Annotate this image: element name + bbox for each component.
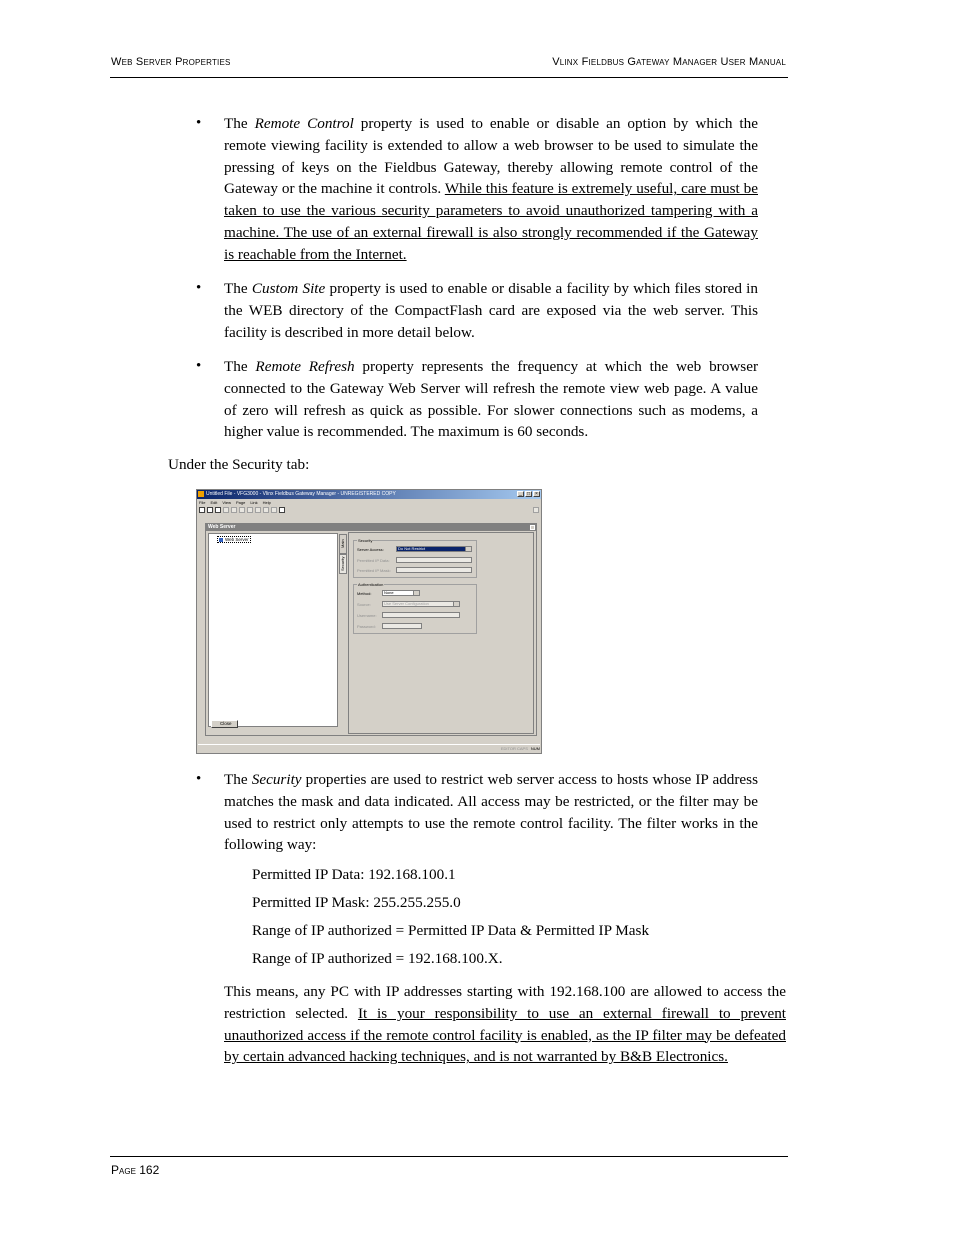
find-icon[interactable]	[271, 507, 277, 513]
security-tab-screenshot	[196, 489, 542, 754]
warning-underlined: While this feature is extremely useful, care must be taken to use the various security parameters to avoid unauthorized tampering with a machine. The use of an external firewall is also strongly recommended if the Gateway is reachable from the Internet.	[224, 180, 758, 263]
new-file-icon[interactable]	[199, 507, 205, 513]
remote-control-paragraph	[224, 113, 758, 266]
window-title: Untitled File - VFG3000 - Vlinx Fieldbus Gateway Manager - UNREGISTERED COPY	[206, 491, 396, 497]
text-run: property is used to enable or disable an option by which the remote viewing facility is extended to allow a web browser to be used to simulate the pressing of keys on the Fieldbus Gateway, thereby allowing remote control of the Gateway or the machine it controls.	[224, 115, 758, 198]
status-bar	[198, 744, 540, 752]
text-run: The	[224, 115, 255, 132]
panel-close-icon[interactable]	[530, 525, 535, 530]
permitted-ip-data-field[interactable]	[396, 557, 472, 563]
permitted-ip-mask-line: Permitted IP Mask: 255.255.255.0	[252, 894, 461, 911]
menu-link[interactable]: Link	[250, 500, 258, 505]
security-tab-content	[348, 532, 534, 734]
web-server-icon	[219, 538, 223, 542]
menu-edit[interactable]: Edit	[210, 500, 218, 505]
cut-icon[interactable]	[223, 507, 229, 513]
username-field[interactable]	[382, 612, 460, 618]
source-value: Use Server Configuration	[384, 601, 429, 606]
permitted-ip-mask-field[interactable]	[396, 567, 472, 573]
paste-icon[interactable]	[239, 507, 245, 513]
source-label: Source:	[357, 602, 371, 607]
save-icon[interactable]	[215, 507, 221, 513]
chevron-down-icon	[465, 547, 471, 551]
text-run: properties are used to restrict web server access to hosts whose IP address matches the mask and data indicated. All access may be restricted, or the filter may be used to restrict only attempts to use the remote control facility. The filter works in the following way:	[224, 771, 758, 854]
vertical-tabs	[339, 532, 347, 592]
open-file-icon[interactable]	[207, 507, 213, 513]
tab-security[interactable]: Security	[339, 554, 347, 574]
server-access-value: Do Not Restrict	[398, 546, 426, 551]
page-number: Page 162	[111, 1163, 160, 1177]
range-formula-line: Range of IP authorized = Permitted IP Data & Permitted IP Mask	[252, 922, 650, 939]
bullet-marker: •	[196, 358, 202, 374]
panel-title: Web Server	[206, 524, 536, 531]
password-label: Password:	[357, 624, 376, 629]
server-access-select[interactable]	[396, 546, 472, 552]
password-field[interactable]	[382, 623, 422, 629]
copy-icon[interactable]	[231, 507, 237, 513]
status-editor-caps: EDITOR CAPS	[500, 746, 528, 751]
bullet-marker: •	[196, 115, 202, 131]
running-header-right: Vlinx Fieldbus Gateway Manager User Manual	[552, 56, 786, 68]
web-server-panel	[205, 523, 537, 736]
authentication-group	[353, 584, 477, 634]
range-result-line: Range of IP authorized = 192.168.100.X.	[252, 950, 503, 967]
tab-main[interactable]: Main	[339, 534, 347, 554]
permitted-ip-mask-label: Permitted IP Mask:	[357, 568, 391, 573]
closing-paragraph	[224, 981, 786, 1068]
remote-refresh-paragraph	[224, 356, 758, 443]
text-run: This means, any PC with IP addresses starting with 192.168.100 are allowed to access the restriction selected.	[224, 983, 786, 1022]
running-header-left: Web Server Properties	[111, 56, 231, 68]
text-run: The	[224, 771, 252, 788]
footer-rule	[110, 1156, 788, 1157]
minimize-button[interactable]: _	[517, 491, 524, 497]
menu-help[interactable]: Help	[262, 500, 271, 505]
bullet-marker: •	[196, 280, 202, 296]
tree-item-web-server[interactable]	[217, 536, 251, 543]
method-value: None	[384, 590, 394, 595]
menu-view[interactable]: View	[222, 500, 231, 505]
security-group	[353, 540, 477, 578]
permitted-ip-data-label: Permitted IP Data:	[357, 558, 390, 563]
custom-site-paragraph	[224, 278, 758, 343]
term-remote-refresh: Remote Refresh	[255, 358, 355, 375]
firewall-warning-underlined: It is your responsibility to use an external firewall to prevent unauthorized access if the remote control facility is enabled, as the IP filter may be defeated by certain advanced hacking techniques, and is not warranted by B&B Electronics.	[224, 1004, 787, 1066]
app-icon	[198, 491, 204, 497]
status-num: NUM	[530, 746, 540, 751]
text-run: The	[224, 280, 252, 297]
authentication-group-title: Authentication	[358, 582, 384, 587]
text-run: The	[224, 358, 256, 375]
close-window-button[interactable]: ×	[533, 491, 540, 497]
security-paragraph	[224, 769, 758, 856]
source-select[interactable]	[382, 601, 460, 607]
security-group-title: Security	[358, 538, 373, 543]
maximize-button[interactable]: □	[526, 491, 531, 497]
navigation-tree	[208, 533, 338, 727]
term-custom-site: Custom Site	[251, 280, 326, 297]
permitted-ip-data-line: Permitted IP Data: 192.168.100.1	[252, 866, 456, 883]
text-run: property represents the frequency at which the web browser connected to the Gateway Web Server will refresh the remote view web page. A value of zero will refresh as quick as possible. For slower connections such as modems, a higher value is recommended. The maximum is 60 seconds.	[224, 358, 758, 441]
menu-page[interactable]: Page	[235, 500, 246, 505]
lightning-icon[interactable]	[279, 507, 285, 513]
term-remote-control: Remote Control	[254, 115, 354, 132]
header-rule	[110, 77, 788, 78]
username-label: Username:	[357, 613, 377, 618]
term-security: Security	[251, 771, 302, 788]
chevron-down-icon	[453, 602, 459, 606]
method-select[interactable]	[382, 590, 420, 596]
window-controls	[517, 491, 540, 497]
bullet-marker: •	[196, 771, 202, 787]
chevron-down-icon	[413, 591, 419, 595]
redo-icon[interactable]	[263, 507, 269, 513]
window-titlebar	[197, 490, 541, 499]
method-label: Method:	[357, 591, 372, 596]
under-security-label: Under the Security tab:	[168, 456, 310, 473]
text-run: property is used to enable or disable a facility by which files stored in the WEB directory of the CompactFlash card are exposed via the web server. This facility is described in more detail below.	[224, 280, 758, 341]
close-button[interactable]: Close	[211, 720, 238, 728]
undo-icon[interactable]	[255, 507, 261, 513]
delete-icon[interactable]	[247, 507, 253, 513]
tree-item-label: Web Server	[225, 537, 249, 542]
menu-bar	[199, 500, 271, 505]
help-icon[interactable]	[533, 507, 539, 513]
toolbar	[199, 507, 539, 515]
menu-file[interactable]: File	[199, 500, 206, 505]
server-access-label: Server Access:	[357, 547, 384, 552]
